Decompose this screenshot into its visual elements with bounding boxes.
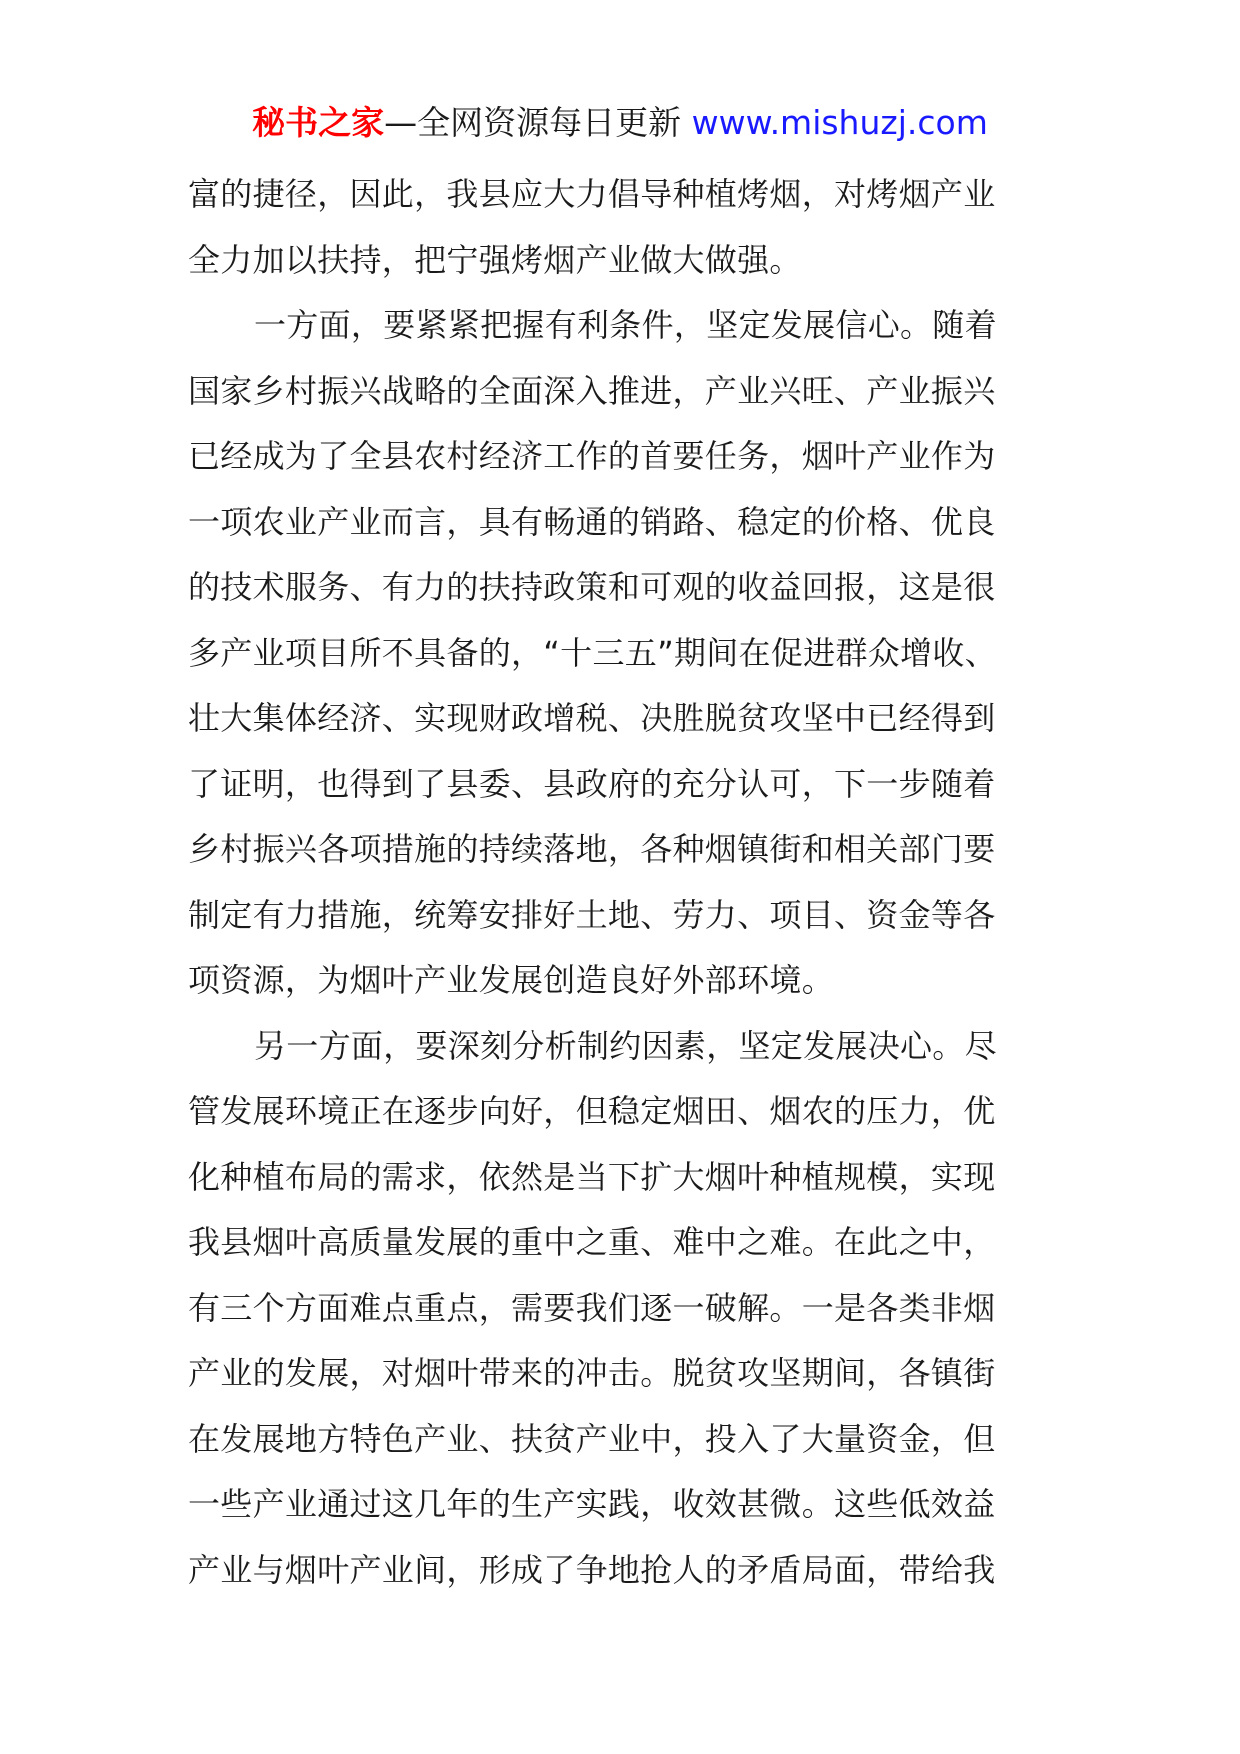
text-line: 一项农业产业而言，具有畅通的销路、稳定的价格、优良 (188, 502, 996, 541)
text-line: 富的捷径，因此，我县应大力倡导种植烤烟，对烤烟产业 (188, 175, 996, 213)
text-line: 我县烟叶高质量发展的重中之重、难中之难。在此之中， (188, 1223, 996, 1261)
text-line: 项资源，为烟叶产业发展创造良好外部环境。 (188, 961, 835, 999)
text-line: 一些产业通过这几年的生产实践，收效甚微。这些低效益 (188, 1485, 996, 1523)
text-line: 了证明，也得到了县委、县政府的充分认可，下一步随着 (188, 764, 996, 803)
text-line: 国家乡村振兴战略的全面深入推进，产业兴旺、产业振兴 (188, 371, 996, 410)
text-line: 产业与烟叶产业间，形成了争地抢人的矛盾局面，带给我 (188, 1550, 996, 1589)
text-line: 全力加以扶持，把宁强烤烟产业做大做强。 (188, 240, 802, 279)
text-line: 有三个方面难点重点，需要我们逐一破解。一是各类非烟 (188, 1288, 996, 1327)
text-line: 在发展地方特色产业、扶贫产业中，投入了大量资金，但 (188, 1419, 996, 1458)
text-line: 化种植布局的需求，依然是当下扩大烟叶种植规模，实现 (188, 1157, 996, 1196)
text-line: 的技术服务、有力的扶持政策和可观的收益回报，这是很 (188, 568, 996, 606)
header-tagline: —全网资源每日更新 (384, 103, 692, 142)
text-line: 多产业项目所不具备的，“十三五”期间在促进群众增收、 (188, 633, 997, 672)
text-line: 制定有力措施，统筹安排好土地、劳力、项目、资金等各 (188, 895, 996, 934)
brand-name: 秘书之家 (252, 103, 385, 142)
paragraph-start-line: 另一方面，要深刻分析制约因素，坚定发展决心。尽 (254, 1026, 997, 1065)
document-body (188, 162, 1038, 1603)
text-line: 管发展环境正在逐步向好，但稳定烟田、烟农的压力，优 (188, 1092, 996, 1130)
text-line: 已经成为了全县农村经济工作的首要任务，烟叶产业作为 (188, 437, 996, 475)
paragraph-start-line: 一方面，要紧紧把握有利条件，坚定发展信心。随着 (254, 306, 997, 344)
site-header (0, 100, 1240, 146)
text-line: 产业的发展，对烟叶带来的冲击。脱贫攻坚期间，各镇街 (188, 1354, 996, 1392)
site-url-link[interactable]: www.mishuzj.com (691, 103, 988, 142)
text-line: 乡村振兴各项措施的持续落地，各种烟镇街和相关部门要 (188, 830, 996, 868)
text-line: 壮大集体经济、实现财政增税、决胜脱贫攻坚中已经得到 (188, 699, 996, 737)
